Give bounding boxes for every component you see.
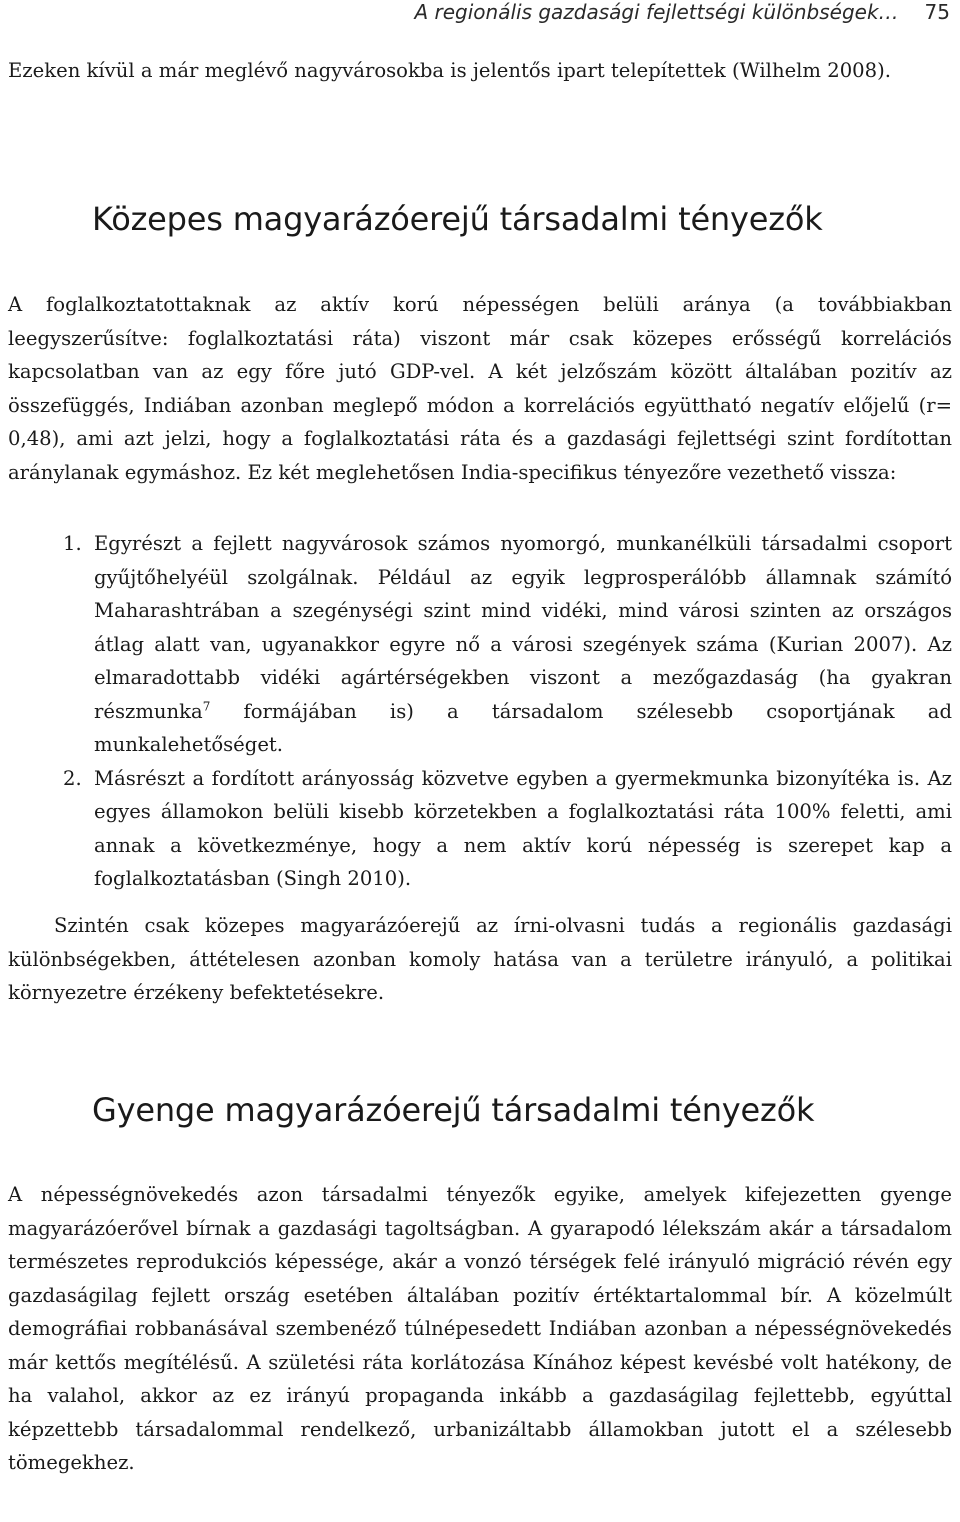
list-marker: 1. [63,532,82,555]
running-header [10,0,950,28]
list-item [8,762,952,896]
footnote-marker: 7 [202,698,211,713]
intro-paragraph: Ezeken kívül a már meglévő nagyvárosokba is jelentős ipart telepítettek (Wilhelm 2008). [8,59,891,82]
list-item-text: Másrészt a fordított arányosság közvetve egyben a gyermekmunka bizonyítéka is. Az egyes államokon belüli kisebb körzetekben a foglalkoztatási ráta 100% feletti, ami annak a következménye, hogy a nem aktív korú népesség is szerepet kap a foglalkoztatásban (Singh 2010). [94,766,952,890]
list-item [8,527,952,762]
population-paragraph: A népességnövekedés azon társadalmi tényezők egyike, amelyek kifejezetten gyenge magyarázóerővel bírnak a gazdasági tagoltságban. A gyarapodó lélekszám akár a társadalom természetes reprodukciós képessége, akár a vonzó térségek felé irányuló migráció révén egy gazdaságilag fejlett ország esetében általában pozitív értéktartalommal bír. A közelmúlt demográfiai robbanásával szembenéző túlnépesedett Indiában azonban a népességnövekedés már kettős megítélésű. A születési ráta korlátozása Kínához képest kevésbé volt hatékony, de ha valahol, akkor az ez irányú propaganda inkább a gazdaságilag fejlettebb, egyúttal képzettebb társadalommal rendelkező, urbanizáltabb államokban jutott el a szélesebb tömegekhez. [8,1183,952,1474]
employment-paragraph: A foglalkoztatottaknak az aktív korú népességen belüli aránya (a továbbiakban leegyszerűsítve: foglalkoztatási ráta) viszont már csak közepes erősségű korrelációs kapcsolatban van az egy főre jutó GDP-vel. A két jelzőszám között általában pozitív az összefüggés, Indiában azonban meglepő módon a korrelációs együttható negatív előjelű (r= 0,48), ami azt jelzi, hogy a foglalkoztatási ráta és a gazdasági fejlettségi szint fordítottan aránylanak egymáshoz. Ez két meglehetősen India-specifikus tényezőre vezethető vissza: [8,293,952,484]
list-item-text-continued: formájában is) a társadalom szélesebb csoportjának ad munkalehetőséget. [94,699,952,756]
factor-list [8,527,952,896]
literacy-paragraph: Szintén csak közepes magyarázóerejű az írni-olvasni tudás a regionális gazdasági különbségekben, áttételesen azonban komoly hatása van a területre irányuló, a politikai környezetre érzékeny befektetésekre. [8,914,952,1004]
running-title: A regionális gazdasági fejlettségi különbségek… [414,0,899,24]
list-marker: 2. [63,766,82,790]
section-heading-medium: Közepes magyarázóerejű társadalmi tényezők [92,200,823,238]
list-item-text: Egyrészt a fejlett nagyvárosok számos nyomorgó, munkanélküli társadalmi csoport gyűjtőhelyéül szolgálnak. Például az egyik legprosperálóbb államnak számító Maharashtrában a szegénységi szint mind vidéki, mind városi szinten az országos átlag alatt van, ugyanakkor egyre nő a városi szegények száma (Kurian 2007). Az elmaradottabb vidéki agártérségekben viszont a mezőgazdaság (ha gyakran részmunka [94,532,952,723]
section-heading-weak: Gyenge magyarázóerejű társadalmi tényezők [92,1091,815,1129]
page-number: 75 [924,0,950,24]
